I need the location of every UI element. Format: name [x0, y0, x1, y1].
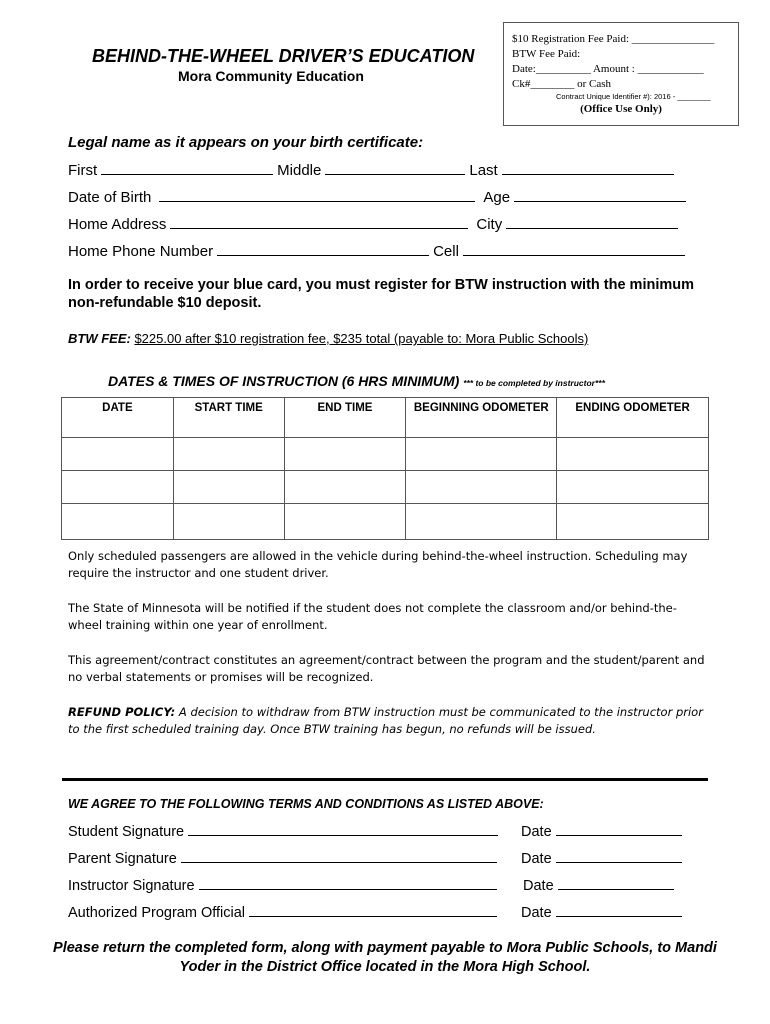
table-cell[interactable]	[173, 471, 284, 504]
city-label: City	[476, 216, 503, 233]
return-instructions: Please return the completed form, along with payment payable to Mora Public Schools, to Mandi Yoder in the District Office located in the Mora High School.	[53, 940, 717, 975]
last-name-field[interactable]	[502, 160, 674, 175]
table-cell[interactable]	[557, 504, 709, 540]
schedule-table	[61, 397, 709, 540]
schedule-header-row	[62, 398, 709, 438]
phone-row	[68, 241, 689, 260]
dob-label: Date of Birth	[68, 189, 152, 206]
passengers-paragraph: Only scheduled passengers are allowed in the vehicle during behind-the-wheel instruction. Scheduling may require the instructor and one student driver.	[68, 549, 688, 580]
agree-heading: WE AGREE TO THE FOLLOWING TERMS AND CONDITIONS AS LISTED ABOVE:	[68, 797, 544, 811]
parent-signature-field[interactable]	[181, 848, 497, 863]
table-cell[interactable]	[406, 471, 557, 504]
form-title: BEHIND-THE-WHEEL DRIVER’S EDUCATION	[92, 46, 475, 66]
col-ending-odometer: ENDING ODOMETER	[557, 398, 709, 438]
refund-policy-label: REFUND POLICY:	[68, 705, 176, 719]
student-date-label: Date	[521, 824, 552, 840]
cell-label: Cell	[433, 243, 459, 260]
official-date-field[interactable]	[556, 902, 682, 917]
phone-label: Home Phone Number	[68, 243, 214, 260]
parent-date-field[interactable]	[556, 848, 682, 863]
last-label: Last	[469, 162, 498, 179]
age-field[interactable]	[514, 187, 686, 202]
check-cash-line: Ck#________ or Cash	[512, 78, 611, 90]
agreement-paragraph: This agreement/contract constitutes an agreement/contract between the program and the student/parent and no verbal statements or promises will be recognized.	[68, 653, 705, 684]
table-cell[interactable]	[284, 438, 406, 471]
table-cell[interactable]	[406, 438, 557, 471]
official-signature-label: Authorized Program Official	[68, 905, 246, 921]
student-date-row	[521, 821, 686, 840]
btw-fee-line: BTW Fee Paid:	[512, 48, 581, 60]
student-signature-label: Student Signature	[68, 824, 185, 840]
student-date-field[interactable]	[556, 821, 682, 836]
phone-field[interactable]	[217, 241, 429, 256]
instructor-signature-label: Instructor Signature	[68, 878, 195, 894]
official-date-row	[521, 902, 686, 921]
name-row	[68, 160, 678, 179]
first-name-field[interactable]	[101, 160, 273, 175]
parent-date-label: Date	[521, 851, 552, 867]
table-cell[interactable]	[173, 438, 284, 471]
dob-row	[68, 187, 690, 206]
instructor-signature-field[interactable]	[199, 875, 497, 890]
table-cell[interactable]	[406, 504, 557, 540]
table-row	[62, 471, 709, 504]
contract-id-line: Contract Unique Identifier #): 2016 - ________	[556, 92, 711, 101]
address-label: Home Address	[68, 216, 167, 233]
parent-date-row	[521, 848, 686, 867]
instructor-date-label: Date	[523, 878, 554, 894]
legal-name-heading: Legal name as it appears on your birth certificate:	[68, 134, 424, 151]
state-paragraph: The State of Minnesota will be notified if the student does not complete the classroom and/or behind-the-wheel training within one year of enrollment.	[68, 601, 677, 632]
age-label: Age	[483, 189, 511, 206]
col-date: DATE	[62, 398, 174, 438]
table-cell[interactable]	[62, 504, 174, 540]
cell-field[interactable]	[463, 241, 685, 256]
table-cell[interactable]	[62, 438, 174, 471]
official-signature-row	[68, 902, 501, 921]
table-row	[62, 504, 709, 540]
blue-card-notice: In order to receive your blue card, you must register for BTW instruction with the minimum non-refundable $10 deposit.	[68, 277, 695, 311]
dob-field[interactable]	[159, 187, 475, 202]
first-label: First	[68, 162, 98, 179]
city-field[interactable]	[506, 214, 678, 229]
instructor-signature-row	[68, 875, 501, 894]
col-beginning-odometer: BEGINNING ODOMETER	[406, 398, 557, 438]
instructor-date-field[interactable]	[558, 875, 674, 890]
official-date-label: Date	[521, 905, 552, 921]
instructor-date-row	[523, 875, 678, 894]
col-start-time: START TIME	[173, 398, 284, 438]
address-row	[68, 214, 682, 233]
parent-signature-label: Parent Signature	[68, 851, 177, 867]
refund-policy-paragraph	[68, 704, 708, 738]
registration-fee-line: $10 Registration Fee Paid: _______________	[512, 33, 715, 45]
office-use-label: (Office Use Only)	[580, 103, 662, 115]
date-amount-line: Date:__________ Amount : ____________	[512, 63, 704, 75]
schedule-note: *** to be completed by instructor***	[463, 378, 605, 388]
table-cell[interactable]	[173, 504, 284, 540]
table-cell[interactable]	[284, 504, 406, 540]
table-cell[interactable]	[557, 438, 709, 471]
office-use-box	[503, 22, 739, 126]
student-signature-row	[68, 821, 502, 840]
btw-fee-text: $225.00 after $10 registration fee, $235 total (payable to: Mora Public Schools)	[134, 331, 589, 346]
refund-policy-text: A decision to withdraw from BTW instruction must be communicated to the instructor prior to the first scheduled training day. Once BTW training has begun, no refunds will be issued.	[68, 705, 703, 736]
table-cell[interactable]	[62, 471, 174, 504]
table-row	[62, 438, 709, 471]
form-subtitle: Mora Community Education	[178, 68, 364, 84]
col-end-time: END TIME	[284, 398, 406, 438]
official-signature-field[interactable]	[249, 902, 497, 917]
divider	[62, 778, 708, 781]
table-cell[interactable]	[557, 471, 709, 504]
schedule-title	[108, 373, 605, 389]
schedule-title-text: DATES & TIMES OF INSTRUCTION (6 HRS MINIMUM)	[108, 373, 460, 389]
btw-fee-label: BTW FEE:	[68, 331, 131, 346]
middle-label: Middle	[277, 162, 322, 179]
btw-fee-line	[68, 331, 588, 346]
middle-name-field[interactable]	[325, 160, 465, 175]
student-signature-field[interactable]	[188, 821, 498, 836]
parent-signature-row	[68, 848, 501, 867]
address-field[interactable]	[170, 214, 468, 229]
table-cell[interactable]	[284, 471, 406, 504]
